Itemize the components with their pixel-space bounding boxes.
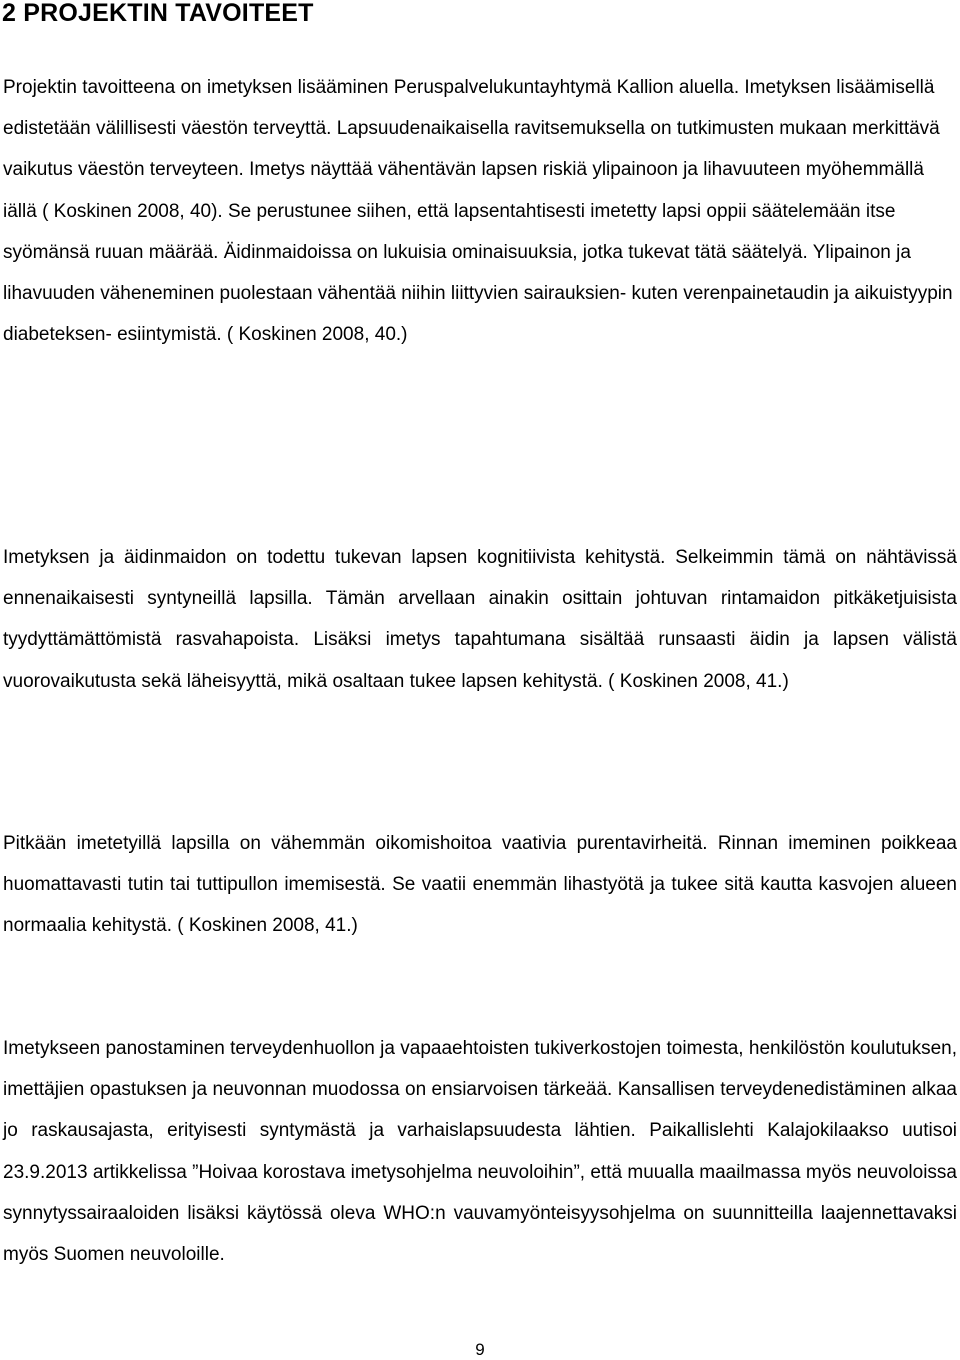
paragraph-healthcare-investment: Imetykseen panostaminen terveydenhuollon ja vapaaehtoisten tukiverkostojen toimesta, henkilöstön koulutuksen, imettäjien opastuksen ja neuvonnan muodossa on ensiarvoisen tärkeää. Kansallisen terveydenedistäminen alkaa jo raskausajasta, erityisesti syntymästä ja varhaislapsuudesta lähtien. Paikallislehti Kalajokilaakso uutisoi 23.9.2013 artikkelissa ”Hoivaa korostava imetysohjelma neuvoloihin”, että muualla maailmassa myös neuvoloissa synnytyssairaaloiden lisäksi käytössä oleva WHO:n vauvamyönteisyysohjelma on suunnitteilla laajennettavaksi myös Suomen neuvoloille. (3, 1038, 957, 1266)
paragraph-cognitive-development: Imetyksen ja äidinmaidon on todettu tukevan lapsen kognitiivista kehitystä. Selkeimmin tämä on nähtävissä ennenaikaisesti syntyneillä lapsilla. Tämän arvellaan ainakin osittain johtuvan rintamaidon pitkäketjuisista tyydyttämättömistä rasvahapoista. Lisäksi imetys tapahtumana sisältää runsaasti äidin ja lapsen välistä vuorovaikutusta sekä läheisyyttä, mikä osaltaan tukee lapsen kehitystä. ( Koskinen 2008, 41.) (3, 547, 957, 692)
paragraph-bite-development: Pitkään imetetyillä lapsilla on vähemmän oikomishoitoa vaativia purentavirheitä. Rinnan imeminen poikkeaa huomattavasti tutin tai tuttipullon imemisestä. Se vaatii enemmän lihastyötä ja tukee sitä kautta kasvojen alueen normaalia kehitystä. ( Koskinen 2008, 41.) (3, 833, 957, 937)
paragraph-project-goals: Projektin tavoitteena on imetyksen lisääminen Peruspalvelukuntayhtymä Kallion aluella. Imetyksen lisäämisellä edistetään välillisesti väestön terveyttä. Lapsuudenaikaisella ravitsemuksella on tutkimusten mukaan merkittävä vaikutus väestön terveyteen. Imetys näyttää vähentävän lapsen riskiä ylipainoon ja lihavuuteen myöhemmällä iällä ( Koskinen 2008, 40). Se perustunee siihen, että lapsentahtisesti imetetty lapsi oppii säätelemään itse syömänsä ruuan määrää. Äidinmaidoissa on lukuisia ominaisuuksia, jotka tukevat tätä säätelyä. Ylipainon ja lihavuuden väheneminen puolestaan vähentää niihin liittyvien sairauksien- kuten verenpainetaudin ja aikuistyypin diabeteksen- esiintymistä. ( Koskinen 2008, 40.) (3, 77, 953, 346)
section-heading: 2 PROJEKTIN TAVOITEET (2, 0, 314, 27)
page-number: 9 (475, 1340, 485, 1359)
